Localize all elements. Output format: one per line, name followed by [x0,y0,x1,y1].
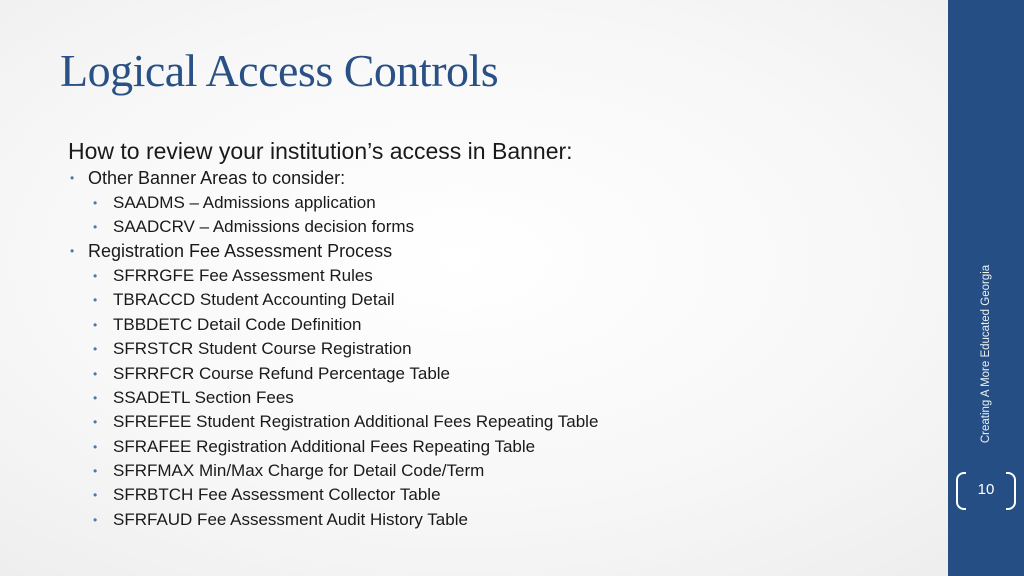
bullet-text: SFRRFCR Course Refund Percentage Table [113,363,451,383]
bullet-icon: • [93,317,98,332]
bullet-icon: • [93,464,98,479]
slide-body [68,136,928,532]
bullet-text: SFRAFEE Registration Additional Fees Repeating Table [113,436,536,456]
bullet-level2 [68,264,928,288]
sidebar [948,0,1024,576]
page-number-box [956,472,1016,510]
bullet-level2 [68,337,928,361]
bullet-text: SAADMS – Admissions application [113,192,376,212]
body-heading: How to review your institution’s access in Banner: [68,138,573,164]
bullet-icon: • [93,366,98,381]
bullet-icon: • [70,244,75,259]
bullet-icon: • [93,512,98,527]
bullet-icon: • [93,439,98,454]
bullet-text: SFRFAUD Fee Assessment Audit History Table [113,509,468,529]
page-number: 10 [977,481,995,498]
bullet-icon: • [93,219,98,234]
bullet-level2 [68,288,928,312]
bullet-level2 [68,410,928,434]
bullet-text: SAADCRV – Admissions decision forms [113,216,415,236]
bullet-text: SSADETL Section Fees [113,387,294,407]
bullet-level1 [68,239,928,264]
bullet-level2 [68,435,928,459]
bullet-level2 [68,459,928,483]
bullet-text: SFRRGFE Fee Assessment Rules [113,265,373,285]
sidebar-tagline: Creating A More Educated Georgia [980,264,992,444]
bullet-icon: • [93,268,98,283]
bullet-icon: • [93,342,98,357]
bullet-icon: • [93,195,98,210]
bullet-text: TBRACCD Student Accounting Detail [113,290,395,310]
bullet-icon: • [93,293,98,308]
bullet-icon: • [70,171,75,185]
bullet-text: Other Banner Areas to consider: [88,168,346,188]
bullet-level2 [68,362,928,386]
bullet-text: SFREFEE Student Registration Additional Fees Repeating Table [113,412,599,432]
bullet-icon: • [93,415,98,430]
bullet-level2 [68,386,928,410]
bullet-text: SFRSTCR Student Course Registration [113,339,412,359]
bullet-text: SFRFMAX Min/Max Charge for Detail Code/Term [113,461,485,481]
bullet-level2 [68,483,928,507]
bullet-level2 [68,215,928,239]
bullet-icon: • [93,390,98,405]
bullet-icon: • [93,488,98,503]
slide-title: Logical Access Controls [60,45,499,96]
bullet-text: Registration Fee Assessment Process [88,241,393,262]
bullet-text: SFRBTCH Fee Assessment Collector Table [113,485,441,505]
bullet-level1 [68,166,928,191]
bullet-level2 [68,508,928,532]
bullet-level2 [68,191,928,215]
bullet-text: TBBDETC Detail Code Definition [113,314,362,334]
bullet-level2 [68,313,928,337]
